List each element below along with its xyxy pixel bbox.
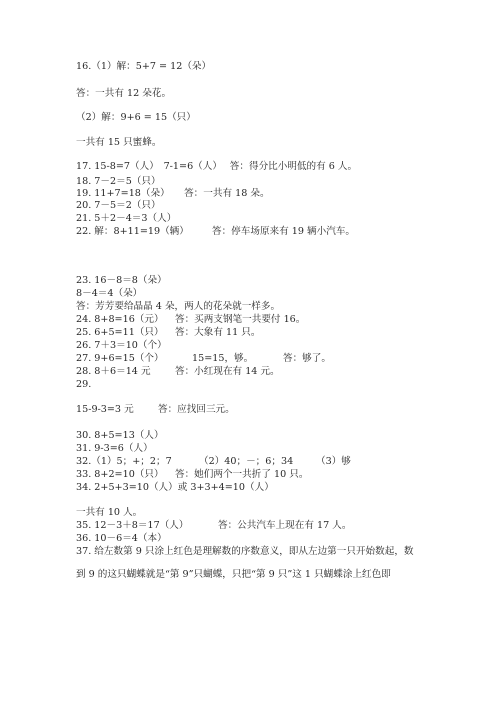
q23-step2: 8－4＝4（朵） bbox=[76, 288, 143, 299]
q37-line1: 37. 给左数第 9 只涂上红色是理解数的序数意义，即从左边第一只开始数起，数 bbox=[76, 546, 414, 557]
q32: 32.（1）5；+；2；7 bbox=[76, 456, 172, 467]
q16-answer-2: 一共有 15 只蜜蜂。 bbox=[76, 137, 162, 148]
q28-answer: 答：小红现在有 14 元。 bbox=[175, 366, 280, 377]
q33: 33. 8+2=10（只） bbox=[76, 469, 164, 480]
q16-solution-2: （2）解：9+6 = 15（只） bbox=[76, 112, 196, 123]
q27-middle: 15=15，够。 bbox=[192, 353, 254, 364]
q26: 26. 7＋3＝10（个） bbox=[76, 340, 167, 351]
q36: 36. 10－6＝4（本） bbox=[76, 533, 167, 544]
q31: 31. 9-3=6（人） bbox=[76, 443, 153, 454]
q27: 27. 9+6=15（个） bbox=[76, 353, 164, 364]
q29-answer: 答：应找回三元。 bbox=[158, 404, 235, 415]
q37-line2: 到 9 的这只蝴蝶就是“第 9”只蝴蝶，只把“第 9 只”这 1 只蝴蝶涂上红色即 bbox=[76, 569, 391, 580]
q35: 35. 12－3＋8＝17（人） bbox=[76, 520, 189, 531]
q17: 17. 15-8=7（人） 7-1=6（人） 答：得分比小明低的有 6 人。 bbox=[76, 161, 358, 172]
q33-answer: 答：她们两个一共折了 10 只。 bbox=[175, 469, 309, 480]
q16-answer-1: 答：一共有 12 朵花。 bbox=[76, 88, 172, 99]
q34-answer: 一共有 10 人。 bbox=[76, 507, 143, 518]
q24: 24. 8+8=16（元） bbox=[76, 314, 164, 325]
q29: 29. bbox=[76, 379, 92, 390]
q22-answer: 答：停车场原来有 19 辆小汽车。 bbox=[212, 226, 356, 237]
q29-solution: 15-9-3=3 元 bbox=[76, 404, 134, 415]
q21: 21. 5＋2－4＝3（人） bbox=[76, 213, 177, 224]
q25-answer: 答：大象有 11 只。 bbox=[175, 327, 261, 338]
q32-part3: （3）够 bbox=[316, 456, 351, 467]
q23: 23. 16－8＝8（朵） bbox=[76, 275, 167, 286]
q27-answer: 答：够了。 bbox=[283, 353, 331, 364]
q19: 19. 11+7=18（朵） 答：一共有 18 朵。 bbox=[76, 188, 270, 199]
q34: 34. 2+5+3=10（人）或 3+3+4=10（人） bbox=[76, 482, 274, 493]
q28: 28. 8＋6＝14 元 bbox=[76, 366, 151, 377]
q35-answer: 答：公共汽车上现在有 17 人。 bbox=[218, 520, 352, 531]
q32-part2: （2）40；－；6；34 bbox=[199, 456, 294, 467]
q16-solution-1: 16.（1）解：5+7 = 12（朵） bbox=[76, 61, 212, 72]
q22: 22. 解：8+11=19（辆） bbox=[76, 226, 189, 237]
q20: 20. 7－5＝2（只） bbox=[76, 200, 161, 211]
q24-answer: 答：买两支钢笔一共要付 16。 bbox=[175, 314, 306, 325]
q18: 18. 7－2＝5（只） bbox=[76, 176, 161, 187]
q23-answer: 答：芳芳要给晶晶 4 朵，两人的花朵就一样多。 bbox=[76, 301, 281, 312]
q25: 25. 6+5=11（只） bbox=[76, 327, 164, 338]
q30: 30. 8+5=13（人） bbox=[76, 430, 164, 441]
